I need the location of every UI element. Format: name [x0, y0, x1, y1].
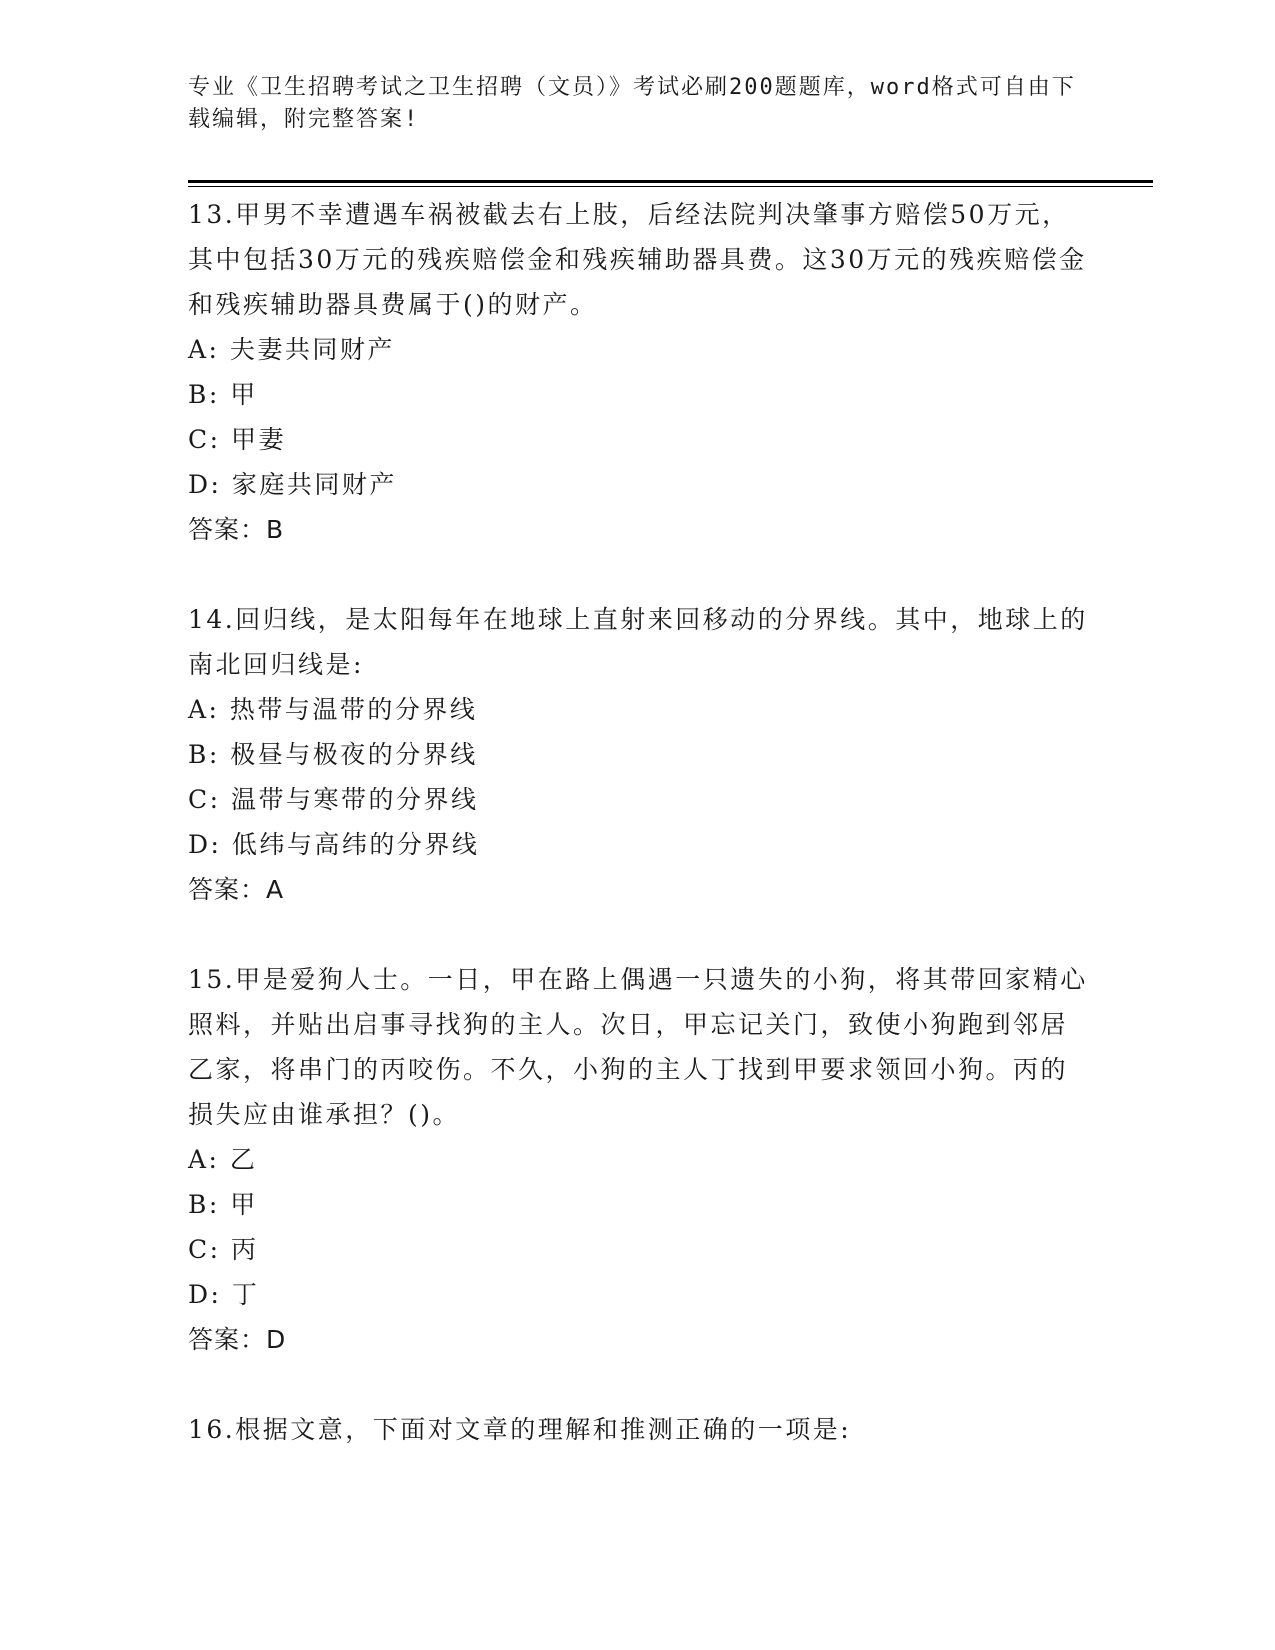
answer-line: 答案：B: [188, 515, 285, 544]
document-header: 专业《卫生招聘考试之卫生招聘（文员）》考试必刷200题题库，word格式可自由下载编辑，附完整答案!: [188, 75, 1076, 132]
option-b: B: 甲: [188, 1190, 258, 1219]
option-d: D: 家庭共同财产: [188, 470, 397, 499]
question-text: 14.回归线，是太阳每年在地球上直射来回移动的分界线。其中，地球上的南北回归线是:: [188, 605, 1088, 679]
question-list: [188, 192, 1088, 1452]
header-divider-thin: [188, 186, 1153, 187]
option-c: C: 温带与寒带的分界线: [188, 785, 479, 814]
option-d: D: 低纬与高纬的分界线: [188, 830, 480, 859]
question-14: [188, 597, 1088, 913]
option-b: B: 甲: [188, 380, 258, 409]
option-a: A: 热带与温带的分界线: [188, 695, 478, 724]
question-16: [188, 1407, 1088, 1452]
option-b: B: 极昼与极夜的分界线: [188, 740, 478, 769]
option-a: A: 乙: [188, 1145, 258, 1174]
question-text: 16.根据文意，下面对文章的理解和推测正确的一项是:: [188, 1415, 852, 1444]
question-13: [188, 192, 1088, 553]
header-divider-thick: [188, 180, 1153, 183]
question-text: 13.甲男不幸遭遇车祸被截去右上肢，后经法院判决肇事方赔偿50万元，其中包括30万元的残疾赔偿金和残疾辅助器具费。这30万元的残疾赔偿金和残疾辅助器具费属于()的财产。: [188, 200, 1087, 319]
answer-line: 答案：A: [188, 875, 285, 904]
option-a: A: 夫妻共同财产: [188, 335, 395, 364]
option-d: D: 丁: [188, 1280, 260, 1309]
option-c: C: 丙: [188, 1235, 259, 1264]
question-text: 15.甲是爱狗人士。一日，甲在路上偶遇一只遗失的小狗，将其带回家精心照料，并贴出启事寻找狗的主人。次日，甲忘记关门，致使小狗跑到邻居乙家，将串门的丙咬伤。不久，小狗的主人丁找到甲要求领回小狗。丙的损失应由谁承担？()。: [188, 965, 1088, 1129]
answer-line: 答案：D: [188, 1325, 287, 1354]
question-15: [188, 957, 1088, 1363]
option-c: C: 甲妻: [188, 425, 286, 454]
